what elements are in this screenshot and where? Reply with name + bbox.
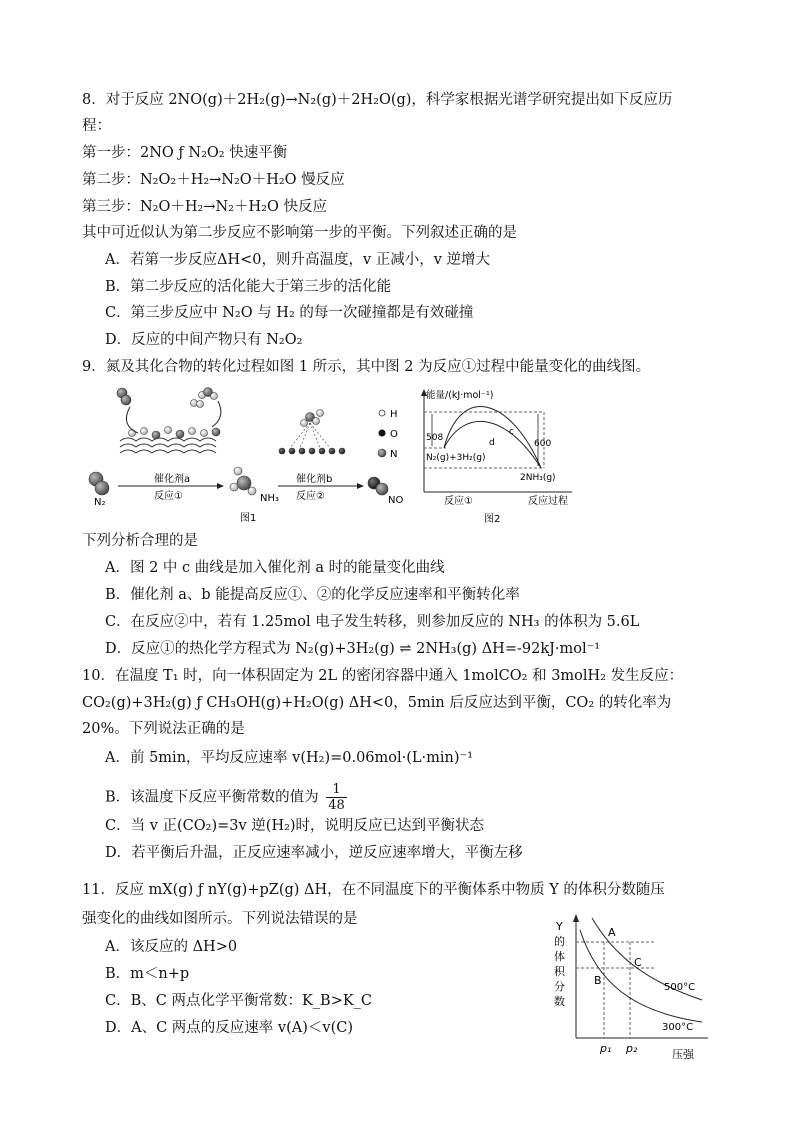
legend-o-marker <box>379 430 386 437</box>
products-label: 2NH₃(g) <box>520 473 556 483</box>
svg-text:分: 分 <box>554 980 565 993</box>
q11-stem-line1: 11．反应 mX(g) ƒ nY(g)+pZ(g) ΔH，在不同温度下的平衡体系中物质 Y 的体积分数随压 <box>82 882 665 898</box>
q8-question: 其中可近似认为第二步反应不影响第一步的平衡。下列叙述正确的是 <box>82 225 517 241</box>
svg-text:数: 数 <box>554 995 565 1008</box>
q8-option-b: B．第二步反应的活化能大于第三步的活化能 <box>105 279 392 295</box>
n2-label: N₂ <box>94 497 106 508</box>
legend-n-marker <box>378 449 386 457</box>
fraction-numerator: 1 <box>326 782 347 798</box>
no-label: NO <box>388 495 404 506</box>
catalyst-a-label: 催化剂a <box>154 474 191 485</box>
q8-step1: 第一步：2NO ƒ N₂O₂ 快速平衡 <box>82 145 288 161</box>
y-axis-label <box>554 920 566 1008</box>
figure-1-diagram <box>82 383 412 523</box>
gas-molecules <box>117 388 218 408</box>
catalyst-surface <box>120 438 216 453</box>
figure-1-caption: 图1 <box>240 513 257 523</box>
q11-option-b: B．m＜n+p <box>105 966 190 982</box>
p2-label: p₂ <box>626 1042 638 1055</box>
q11-stem-line2: 强变化的曲线如图所示。下列说法错误的是 <box>82 911 358 927</box>
q8-step3: 第三步：N₂O＋H₂→N₂＋H₂O 快反应 <box>82 199 327 215</box>
q10-stem-line1: 10．在温度 T₁ 时，向一体积固定为 2L 的密闭容器中通入 1molCO₂ 和 3molH₂ 发生反应： <box>82 668 684 684</box>
legend-h-marker <box>379 410 385 416</box>
x-axis-label: 压强 <box>672 1048 694 1061</box>
guide-lines <box>576 942 656 1038</box>
svg-text:Y: Y <box>556 920 563 933</box>
nh3-label: NH₃ <box>260 493 280 504</box>
nh3-molecule <box>230 467 256 495</box>
catalyst-b-label: 催化剂b <box>296 474 333 485</box>
legend-h-label: H <box>390 409 398 420</box>
q8-option-d: D．反应的中间产物只有 N₂O₂ <box>105 332 303 348</box>
q9-option-c: C．在反应②中，若有 1.25mol 电子发生转移，则参加反应的 NH₃ 的体积为 5.6L <box>105 614 640 630</box>
process-arrows <box>126 401 220 433</box>
q9-option-b: B．催化剂 a、b 能提高反应①、②的化学反应速率和平衡转化率 <box>105 587 520 603</box>
no-molecule <box>368 477 388 495</box>
q10-option-b-text: B．该温度下反应平衡常数的值为 <box>105 789 319 806</box>
q8-stem-line1: 8．对于反应 2NO(g)＋2H₂(g)→N₂(g)＋2H₂O(g)，科学家根据光谱学研究提出如下反应历 <box>82 92 673 108</box>
q8-stem-line2: 程： <box>82 118 111 134</box>
curve-c-label: c <box>509 427 514 437</box>
q9-option-a: A．图 2 中 c 曲线是加入催化剂 a 时的能量变化曲线 <box>105 560 445 576</box>
q10-option-c: C．当 v 正(CO₂)=3v 逆(H₂)时，说明反应已达到平衡状态 <box>105 818 485 834</box>
point-c-label: C <box>634 956 642 969</box>
svg-text:体: 体 <box>554 950 565 963</box>
x-axis-prefix: 反应① <box>444 496 473 507</box>
figure-2-caption: 图2 <box>484 514 501 524</box>
reaction-2-label: 反应② <box>296 491 325 502</box>
point-a-label: A <box>608 926 616 939</box>
figure-2-energy-diagram <box>416 388 576 524</box>
q8-step2: 第二步：N₂O₂＋H₂→N₂O＋H₂O 慢反应 <box>82 172 345 188</box>
q10-stem-line3: 20%。下列说法正确的是 <box>82 721 245 737</box>
reactants-label: N₂(g)+3H₂(g) <box>426 453 486 463</box>
svg-text:的: 的 <box>554 935 565 948</box>
n2-molecule <box>89 472 109 495</box>
curve-300c-label: 300°C <box>662 1022 694 1033</box>
curve-d-label: d <box>489 438 495 448</box>
q8-option-a: A．若第一步反应ΔH<0，则升高温度，v 正减小，v 逆增大 <box>105 252 491 268</box>
q11-chart <box>552 912 712 1062</box>
q11-option-c: C．B、C 两点化学平衡常数：K_B>K_C <box>105 993 373 1009</box>
legend-n-label: N <box>390 449 398 460</box>
legend-o-label: O <box>390 429 398 440</box>
y-axis-label: 能量/(kJ·mol⁻¹) <box>426 390 494 401</box>
catalyst-b-surface <box>279 410 345 455</box>
value-600: 600 <box>534 439 552 449</box>
q8-option-c: C．第三步反应中 N₂O 与 H₂ 的每一次碰撞都是有效碰撞 <box>105 305 474 321</box>
q11-option-a: A．该反应的 ΔH>0 <box>105 939 238 955</box>
q9-stem: 9．氮及其化合物的转化过程如图 1 所示，其中图 2 为反应①过程中能量变化的曲线图。 <box>82 359 651 375</box>
reaction-1-label: 反应① <box>154 491 183 502</box>
curve-500c-label: 500°C <box>664 982 696 993</box>
fraction <box>326 782 347 813</box>
q9-option-d: D．反应①的热化学方程式为 N₂(g)+3H₂(g) ⇌ 2NH₃(g) ΔH=-92kJ·mol⁻¹ <box>105 641 601 657</box>
svg-text:积: 积 <box>554 965 565 978</box>
value-508: 508 <box>426 433 444 443</box>
q9-question: 下列分析合理的是 <box>82 533 198 549</box>
q10-option-a: A．前 5min，平均反应速率 v(H₂)=0.06mol·(L·min)⁻¹ <box>105 750 474 766</box>
x-axis-label: 反应过程 <box>528 496 568 507</box>
q10-stem-line2: CO₂(g)+3H₂(g) ƒ CH₃OH(g)+H₂O(g) ΔH<0，5min 后反应达到平衡，CO₂ 的转化率为 <box>82 695 672 711</box>
q10-option-d: D．若平衡后升温，正反应速率减小，逆反应速率增大，平衡左移 <box>105 845 523 861</box>
q11-option-d: D．A、C 两点的反应速率 v(A)＜v(C) <box>105 1020 353 1036</box>
fraction-denominator: 48 <box>328 798 345 813</box>
point-b-label: B <box>594 974 602 987</box>
q10-option-b <box>105 782 347 813</box>
adsorbed-atoms <box>129 427 221 440</box>
p1-label: p₁ <box>600 1042 612 1055</box>
